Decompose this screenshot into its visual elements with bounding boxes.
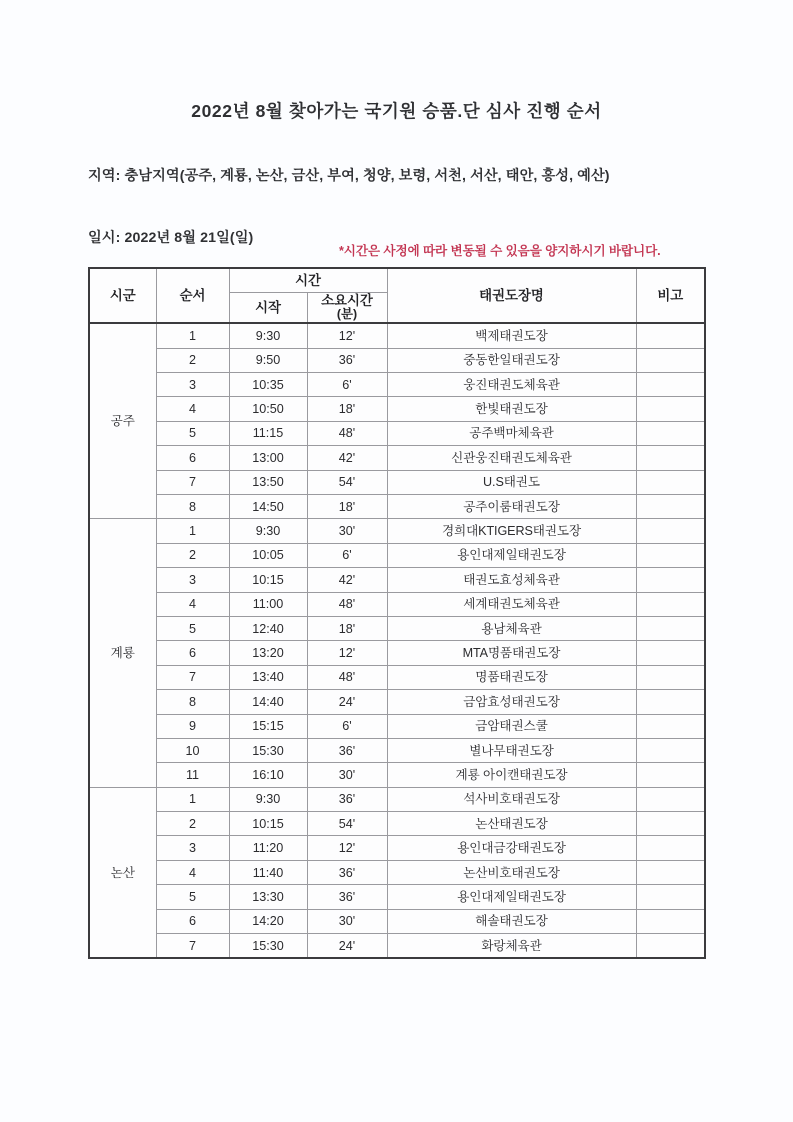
table-row bbox=[89, 885, 705, 909]
start-time-cell: 11:20 bbox=[229, 836, 307, 860]
table-row bbox=[89, 714, 705, 738]
date-line: 일시: 2022년 8월 21일(일) bbox=[88, 230, 254, 246]
order-cell: 6 bbox=[156, 641, 229, 665]
start-time-cell: 12:40 bbox=[229, 616, 307, 640]
order-cell: 8 bbox=[156, 495, 229, 519]
dojang-name-cell: MTA명품태권도장 bbox=[387, 641, 636, 665]
order-cell: 5 bbox=[156, 421, 229, 445]
order-cell: 5 bbox=[156, 616, 229, 640]
start-time-cell: 15:15 bbox=[229, 714, 307, 738]
duration-unit-label: (분) bbox=[336, 307, 358, 322]
order-cell: 4 bbox=[156, 592, 229, 616]
duration-cell: 48' bbox=[307, 421, 387, 445]
duration-cell: 30' bbox=[307, 519, 387, 543]
dojang-name-cell: 계룡 아이캔태권도장 bbox=[387, 763, 636, 787]
order-cell: 3 bbox=[156, 373, 229, 397]
table-row bbox=[89, 495, 705, 519]
start-time-cell: 11:40 bbox=[229, 860, 307, 884]
schedule-table-wrapper bbox=[88, 267, 704, 959]
dojang-name-cell: 공주백마체육관 bbox=[387, 421, 636, 445]
start-time-cell: 9:30 bbox=[229, 519, 307, 543]
start-time-cell: 14:20 bbox=[229, 909, 307, 933]
note-cell bbox=[636, 568, 705, 592]
order-cell: 1 bbox=[156, 323, 229, 348]
table-row bbox=[89, 519, 705, 543]
duration-cell: 24' bbox=[307, 690, 387, 714]
duration-cell: 48' bbox=[307, 592, 387, 616]
table-row bbox=[89, 446, 705, 470]
duration-cell: 12' bbox=[307, 836, 387, 860]
duration-cell: 12' bbox=[307, 641, 387, 665]
note-cell bbox=[636, 714, 705, 738]
note-cell bbox=[636, 519, 705, 543]
duration-cell: 30' bbox=[307, 763, 387, 787]
start-time-cell: 15:30 bbox=[229, 738, 307, 762]
column-header-duration bbox=[307, 293, 387, 323]
table-row bbox=[89, 470, 705, 494]
note-cell bbox=[636, 373, 705, 397]
column-header-time-group: 시간 bbox=[229, 268, 387, 293]
table-row bbox=[89, 616, 705, 640]
note-cell bbox=[636, 543, 705, 567]
duration-cell: 12' bbox=[307, 323, 387, 348]
order-cell: 3 bbox=[156, 568, 229, 592]
dojang-name-cell: 명품태권도장 bbox=[387, 665, 636, 689]
duration-cell: 36' bbox=[307, 885, 387, 909]
start-time-cell: 13:30 bbox=[229, 885, 307, 909]
dojang-name-cell: 신관웅진태권도체육관 bbox=[387, 446, 636, 470]
order-cell: 2 bbox=[156, 543, 229, 567]
start-time-cell: 15:30 bbox=[229, 934, 307, 959]
dojang-name-cell: 경희대KTIGERS태권도장 bbox=[387, 519, 636, 543]
start-time-cell: 11:15 bbox=[229, 421, 307, 445]
table-row bbox=[89, 348, 705, 372]
order-cell: 6 bbox=[156, 909, 229, 933]
dojang-name-cell: 용인대제일태권도장 bbox=[387, 885, 636, 909]
table-row bbox=[89, 543, 705, 567]
note-cell bbox=[636, 446, 705, 470]
start-time-cell: 13:50 bbox=[229, 470, 307, 494]
schedule-table bbox=[88, 267, 706, 959]
note-cell bbox=[636, 421, 705, 445]
table-row bbox=[89, 787, 705, 811]
note-cell bbox=[636, 470, 705, 494]
duration-cell: 54' bbox=[307, 812, 387, 836]
dojang-name-cell: 공주이룸태권도장 bbox=[387, 495, 636, 519]
dojang-name-cell: 금암태권스쿨 bbox=[387, 714, 636, 738]
table-row bbox=[89, 909, 705, 933]
sigun-cell: 공주 bbox=[89, 323, 156, 519]
start-time-cell: 13:20 bbox=[229, 641, 307, 665]
table-body bbox=[89, 323, 705, 958]
page-title: 2022년 8월 찾아가는 국기원 승품.단 심사 진행 순서 bbox=[191, 101, 602, 121]
column-header-note: 비고 bbox=[636, 268, 705, 323]
header-row-1 bbox=[89, 268, 705, 293]
order-cell: 8 bbox=[156, 690, 229, 714]
order-cell: 10 bbox=[156, 738, 229, 762]
table-head bbox=[89, 268, 705, 323]
start-time-cell: 9:30 bbox=[229, 323, 307, 348]
table-row bbox=[89, 323, 705, 348]
note-cell bbox=[636, 323, 705, 348]
order-cell: 7 bbox=[156, 934, 229, 959]
duration-cell: 6' bbox=[307, 373, 387, 397]
duration-label: 소요시간 bbox=[321, 293, 373, 309]
note-cell bbox=[636, 787, 705, 811]
order-cell: 4 bbox=[156, 397, 229, 421]
start-time-cell: 10:35 bbox=[229, 373, 307, 397]
note-cell bbox=[636, 836, 705, 860]
dojang-name-cell: 세계태권도체육관 bbox=[387, 592, 636, 616]
note-cell bbox=[636, 495, 705, 519]
note-cell bbox=[636, 909, 705, 933]
table-row bbox=[89, 373, 705, 397]
order-cell: 2 bbox=[156, 348, 229, 372]
dojang-name-cell: 한빛태권도장 bbox=[387, 397, 636, 421]
start-time-cell: 11:00 bbox=[229, 592, 307, 616]
note-cell bbox=[636, 690, 705, 714]
duration-cell: 24' bbox=[307, 934, 387, 959]
dojang-name-cell: 태권도효성체육관 bbox=[387, 568, 636, 592]
note-cell bbox=[636, 592, 705, 616]
order-cell: 9 bbox=[156, 714, 229, 738]
order-cell: 2 bbox=[156, 812, 229, 836]
table-row bbox=[89, 397, 705, 421]
table-row bbox=[89, 763, 705, 787]
duration-cell: 36' bbox=[307, 787, 387, 811]
sigun-cell: 논산 bbox=[89, 787, 156, 958]
region-line: 지역: 충남지역(공주, 계룡, 논산, 금산, 부여, 청양, 보령, 서천, 서산, 태안, 홍성, 예산) bbox=[88, 168, 610, 184]
start-time-cell: 9:30 bbox=[229, 787, 307, 811]
column-header-order: 순서 bbox=[156, 268, 229, 323]
note-cell bbox=[636, 665, 705, 689]
start-time-cell: 10:50 bbox=[229, 397, 307, 421]
note-cell bbox=[636, 641, 705, 665]
start-time-cell: 10:15 bbox=[229, 568, 307, 592]
table-row bbox=[89, 738, 705, 762]
column-header-dojang-name: 태권도장명 bbox=[387, 268, 636, 323]
dojang-name-cell: 논산태권도장 bbox=[387, 812, 636, 836]
table-row bbox=[89, 421, 705, 445]
dojang-name-cell: 중동한일태권도장 bbox=[387, 348, 636, 372]
note-cell bbox=[636, 885, 705, 909]
order-cell: 5 bbox=[156, 885, 229, 909]
duration-cell: 42' bbox=[307, 446, 387, 470]
order-cell: 1 bbox=[156, 787, 229, 811]
note-cell bbox=[636, 397, 705, 421]
start-time-cell: 14:40 bbox=[229, 690, 307, 714]
start-time-cell: 10:15 bbox=[229, 812, 307, 836]
dojang-name-cell: 용남체육관 bbox=[387, 616, 636, 640]
duration-cell: 36' bbox=[307, 860, 387, 884]
note-cell bbox=[636, 348, 705, 372]
order-cell: 11 bbox=[156, 763, 229, 787]
note-cell bbox=[636, 763, 705, 787]
table-row bbox=[89, 934, 705, 959]
table-row bbox=[89, 860, 705, 884]
duration-cell: 36' bbox=[307, 348, 387, 372]
dojang-name-cell: U.S태권도 bbox=[387, 470, 636, 494]
order-cell: 3 bbox=[156, 836, 229, 860]
start-time-cell: 16:10 bbox=[229, 763, 307, 787]
order-cell: 4 bbox=[156, 860, 229, 884]
duration-cell: 30' bbox=[307, 909, 387, 933]
start-time-cell: 10:05 bbox=[229, 543, 307, 567]
table-row bbox=[89, 836, 705, 860]
order-cell: 1 bbox=[156, 519, 229, 543]
dojang-name-cell: 용인대금강태권도장 bbox=[387, 836, 636, 860]
table-row bbox=[89, 665, 705, 689]
note-cell bbox=[636, 738, 705, 762]
start-time-cell: 9:50 bbox=[229, 348, 307, 372]
start-time-cell: 13:40 bbox=[229, 665, 307, 689]
schedule-change-notice: *시간은 사정에 따라 변동될 수 있음을 양지하시기 바랍니다. bbox=[339, 244, 661, 258]
order-cell: 7 bbox=[156, 470, 229, 494]
column-header-sigun: 시군 bbox=[89, 268, 156, 323]
note-cell bbox=[636, 934, 705, 959]
dojang-name-cell: 논산비호태권도장 bbox=[387, 860, 636, 884]
duration-cell: 18' bbox=[307, 616, 387, 640]
table-row bbox=[89, 690, 705, 714]
table-row bbox=[89, 592, 705, 616]
duration-cell: 6' bbox=[307, 543, 387, 567]
start-time-cell: 13:00 bbox=[229, 446, 307, 470]
start-time-cell: 14:50 bbox=[229, 495, 307, 519]
dojang-name-cell: 해솔태권도장 bbox=[387, 909, 636, 933]
order-cell: 6 bbox=[156, 446, 229, 470]
table-row bbox=[89, 812, 705, 836]
duration-cell: 18' bbox=[307, 495, 387, 519]
duration-cell: 6' bbox=[307, 714, 387, 738]
duration-cell: 48' bbox=[307, 665, 387, 689]
dojang-name-cell: 웅진태권도체육관 bbox=[387, 373, 636, 397]
duration-cell: 36' bbox=[307, 738, 387, 762]
dojang-name-cell: 용인대제일태권도장 bbox=[387, 543, 636, 567]
table-row bbox=[89, 568, 705, 592]
note-cell bbox=[636, 616, 705, 640]
note-cell bbox=[636, 812, 705, 836]
table-row bbox=[89, 641, 705, 665]
order-cell: 7 bbox=[156, 665, 229, 689]
dojang-name-cell: 백제태권도장 bbox=[387, 323, 636, 348]
sigun-cell: 계룡 bbox=[89, 519, 156, 787]
dojang-name-cell: 금암효성태권도장 bbox=[387, 690, 636, 714]
column-header-start-time: 시작 bbox=[229, 293, 307, 323]
duration-cell: 18' bbox=[307, 397, 387, 421]
duration-cell: 42' bbox=[307, 568, 387, 592]
dojang-name-cell: 석사비호태권도장 bbox=[387, 787, 636, 811]
dojang-name-cell: 별나무태권도장 bbox=[387, 738, 636, 762]
dojang-name-cell: 화랑체육관 bbox=[387, 934, 636, 959]
duration-cell: 54' bbox=[307, 470, 387, 494]
note-cell bbox=[636, 860, 705, 884]
